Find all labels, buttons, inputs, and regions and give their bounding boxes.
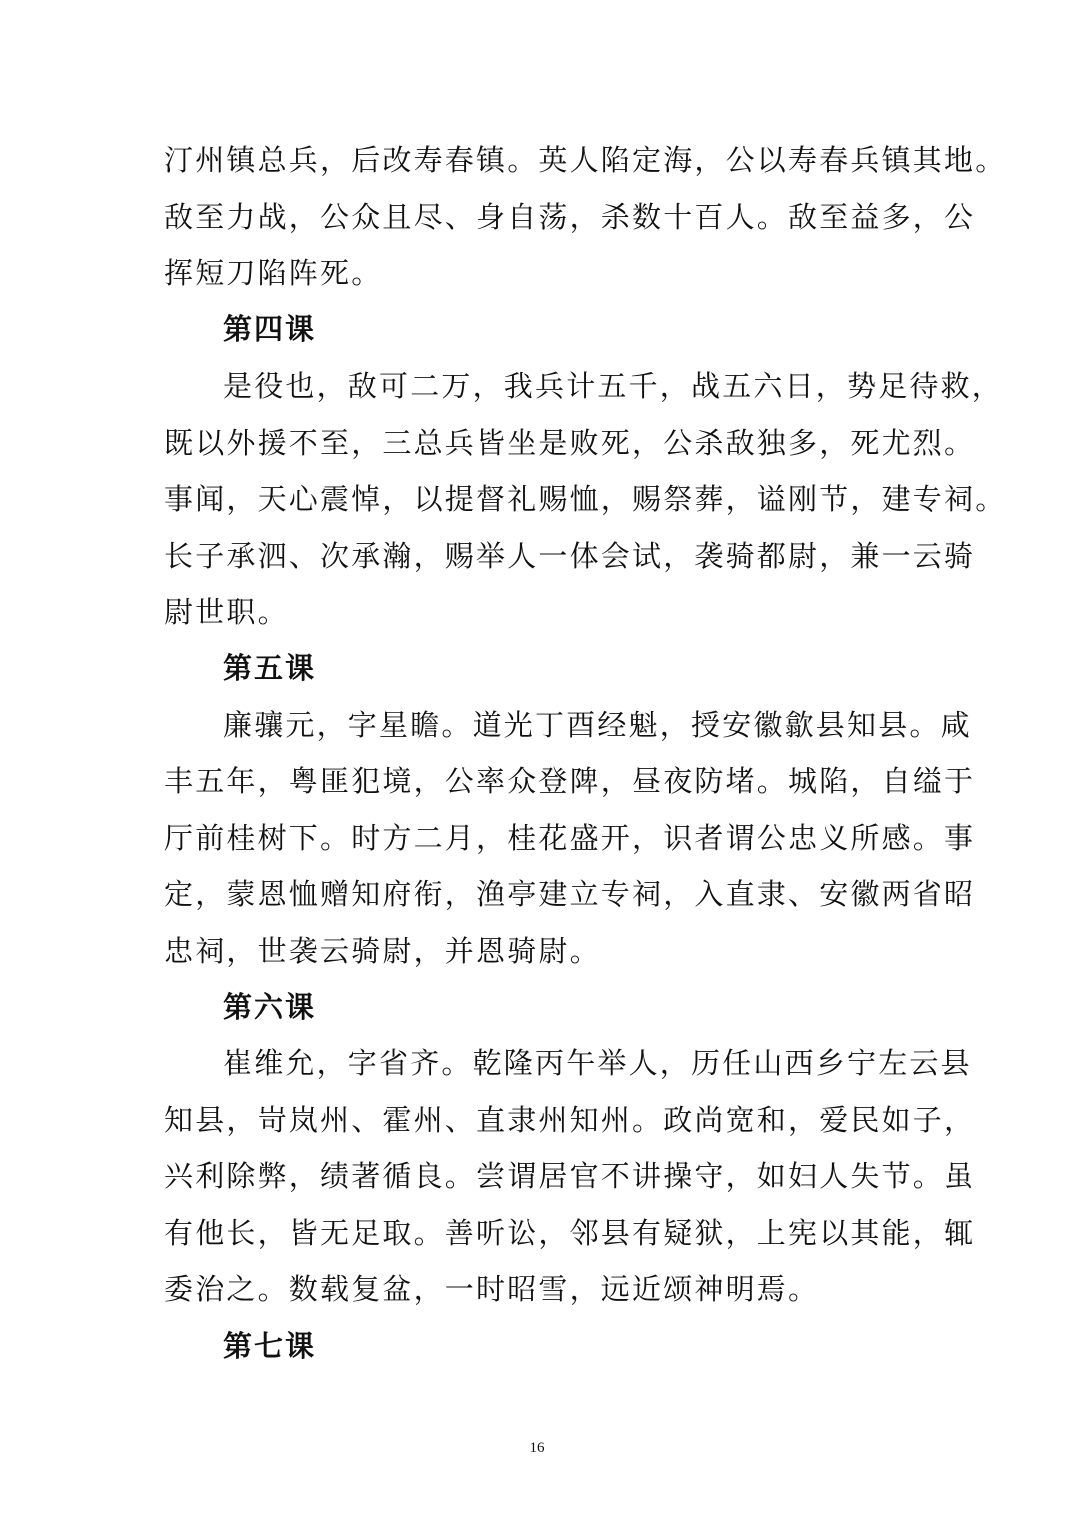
paragraph-line: 丰五年，粤匪犯境，公率众登陴，昼夜防堵。城陷，自缢于	[164, 764, 976, 798]
lesson-heading-4: 第四课	[223, 312, 317, 346]
paragraph-line: 敌至力战，公众且尽、身自荡，杀数十百人。敌至益多，公	[164, 200, 976, 234]
page-number: 16	[529, 1440, 545, 1456]
lesson-heading-7: 第七课	[223, 1329, 317, 1363]
paragraph-line: 兴利除弊，绩著循良。尝谓居官不讲操守，如妇人失节。虽	[164, 1159, 976, 1193]
paragraph-line: 挥短刀陷阵死。	[164, 256, 383, 290]
paragraph-line: 委治之。数载复盆，一时昭雪，远近颂神明焉。	[164, 1272, 820, 1306]
paragraph-line: 忠祠，世袭云骑尉，并恩骑尉。	[164, 934, 601, 968]
paragraph-line: 汀州镇总兵，后改寿春镇。英人陷定海，公以寿春兵镇其地。	[164, 143, 1007, 177]
paragraph-line: 有他长，皆无足取。善听讼，邻县有疑狱，上宪以其能，辄	[164, 1216, 976, 1250]
lesson-heading-5: 第五课	[223, 651, 317, 685]
paragraph-line: 知县，岢岚州、霍州、直隶州知州。政尚宽和，爱民如子，	[164, 1103, 976, 1137]
paragraph-line: 是役也，敌可二万，我兵计五千，战五六日，势足待救，	[223, 369, 1004, 403]
paragraph-line: 廉骧元，字星瞻。道光丁酉经魁，授安徽歙县知县。咸	[223, 708, 972, 742]
lesson-heading-6: 第六课	[223, 990, 317, 1024]
paragraph-line: 长子承泗、次承瀚，赐举人一体会试，袭骑都尉，兼一云骑	[164, 539, 976, 573]
paragraph-line: 厅前桂树下。时方二月，桂花盛开，识者谓公忠义所感。事	[164, 821, 976, 855]
paragraph-line: 事闻，天心震悼，以提督礼赐恤，赐祭葬，谥刚节，建专祠。	[164, 482, 1007, 516]
paragraph-line: 尉世职。	[164, 595, 289, 629]
paragraph-line: 既以外援不至，三总兵皆坐是败死，公杀敌独多，死尤烈。	[164, 426, 976, 460]
paragraph-line: 定，蒙恩恤赠知府衔，渔亭建立专祠，入直隶、安徽两省昭	[164, 877, 976, 911]
paragraph-line: 崔维允，字省齐。乾隆丙午举人，历任山西乡宁左云县	[223, 1046, 972, 1080]
